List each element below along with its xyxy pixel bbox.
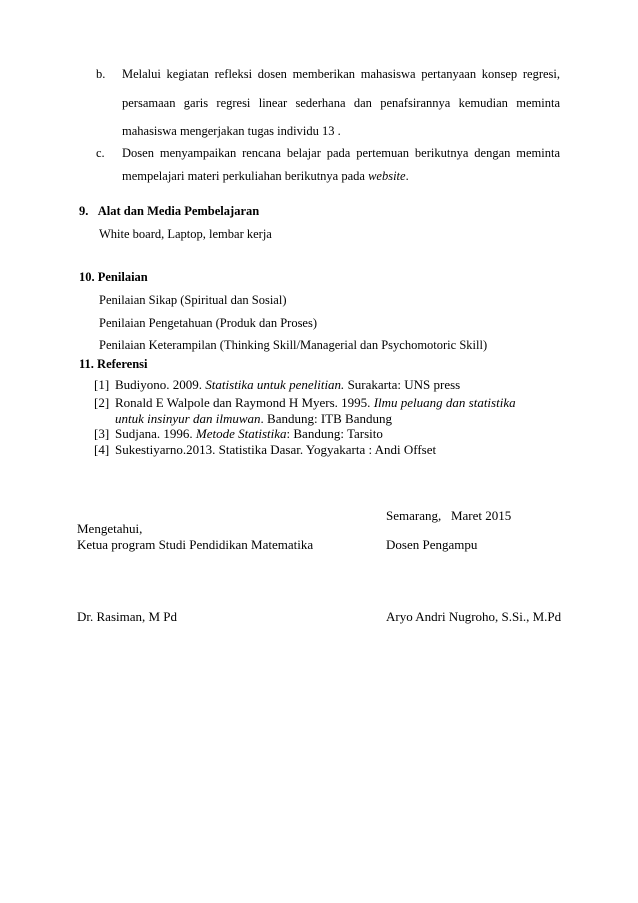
reference-item — [94, 377, 564, 393]
department-head-name: Dr. Rasiman, M Pd — [77, 609, 178, 624]
step-b-line-1: Melalui kegiatan refleksi dosen memberikan mahasiswa pertanyaan konsep regresi, — [122, 67, 560, 81]
assessment-item-3: Penilaian Keterampilan (Thinking Skill/Managerial dan Psychomotoric Skill) — [99, 338, 488, 352]
assessment-item-2: Penilaian Pengetahuan (Produk dan Proses) — [99, 316, 318, 330]
reference-publisher: Surakarta: UNS press — [344, 377, 461, 392]
step-c-marker: c. — [96, 146, 105, 160]
reference-title: Metode Statistika — [195, 426, 287, 441]
reference-title: Ilmu peluang dan statistika untuk insinyur dan ilmuwan — [115, 395, 516, 426]
lecturer-role: Dosen Pengampu — [386, 537, 478, 552]
section-10-heading: 10. Penilaian — [79, 270, 148, 284]
section-9-heading: 9. Alat dan Media Pembelajaran — [79, 204, 260, 218]
section-9-body: White board, Laptop, lembar kerja — [99, 227, 272, 241]
step-b-line-2: persamaan garis regresi linear sederhana dan penafsirannya kemudian meminta — [122, 96, 560, 110]
reference-number: [1] — [94, 377, 110, 392]
step-b-marker: b. — [96, 67, 106, 81]
reference-text: Budiyono. 2009. — [115, 377, 206, 392]
reference-number: [2] — [94, 395, 110, 410]
step-c-line-2-text: mempelajari materi perkuliahan berikutnya pada — [122, 169, 369, 183]
reference-text: Ronald E Walpole dan Raymond H Myers. 1995. — [115, 395, 374, 410]
department-head-role: Ketua program Studi Pendidikan Matematika — [77, 537, 314, 552]
reference-item — [94, 442, 564, 458]
reference-publisher: . Bandung: ITB Bandung — [260, 411, 392, 426]
reference-item — [94, 395, 564, 427]
reference-number: [4] — [94, 442, 110, 457]
reference-number: [3] — [94, 426, 110, 441]
step-c-line-1: Dosen menyampaikan rencana belajar pada pertemuan berikutnya dengan meminta — [122, 146, 560, 160]
assessment-item-1: Penilaian Sikap (Spiritual dan Sosial) — [99, 293, 287, 307]
acknowledge-label: Mengetahui, — [77, 521, 143, 536]
reference-title: Statistika untuk penelitian. — [205, 377, 345, 392]
step-b-line-3: mahasiswa mengerjakan tugas individu 13 . — [122, 124, 341, 138]
step-c-line-2 — [122, 169, 409, 184]
step-c-line-2-end: . — [405, 169, 409, 183]
section-11-heading: 11. Referensi — [79, 357, 148, 371]
reference-text: Sudjana. 1996. — [115, 426, 196, 441]
lecturer-name: Aryo Andri Nugroho, S.Si., M.Pd — [386, 609, 562, 624]
reference-text: Sukestiyarno.2013. Statistika Dasar. Yogyakarta : Andi Offset — [115, 442, 437, 457]
step-c-website-word: website — [368, 169, 406, 183]
reference-item — [94, 426, 564, 442]
place-date: Semarang, Maret 2015 — [386, 508, 512, 523]
reference-publisher: : Bandung: Tarsito — [286, 426, 383, 441]
